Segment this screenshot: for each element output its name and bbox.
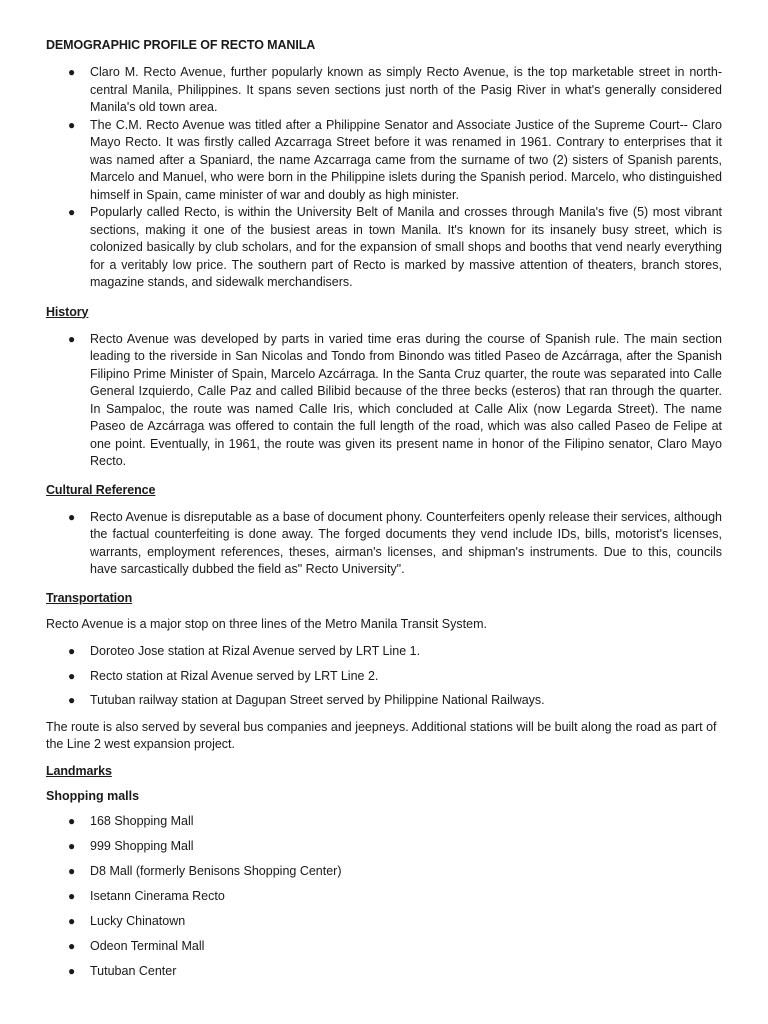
bullet-icon: ● bbox=[68, 813, 76, 828]
list-item: ● Recto station at Rizal Avenue served by LRT Line 2. bbox=[46, 668, 722, 686]
cultural-list bbox=[46, 509, 722, 579]
list-item: ● Tutuban railway station at Dagupan Street served by Philippine National Railways. bbox=[46, 692, 722, 710]
cultural-reference-heading: Cultural Reference bbox=[46, 482, 156, 497]
list-item: ● Odeon Terminal Mall bbox=[46, 938, 722, 956]
list-item: ● Claro M. Recto Avenue, further popularly known as simply Recto Avenue, is the top marketable street in north-central Manila, Philippines. It spans seven sections just north of the Pasig River in what's generally considered Manila's old town area. bbox=[68, 65, 722, 114]
list-item: ● Tutuban Center bbox=[46, 963, 722, 981]
transportation-outro: The route is also served by several bus companies and jeepneys. Additional stations will be built along the road as part of the Line 2 west expansion project. bbox=[46, 719, 717, 751]
bullet-icon: ● bbox=[68, 668, 76, 683]
list-item: ● Popularly called Recto, is within the University Belt of Manila and crosses through Manila's five (5) most vibrant sections, making it one of the busiest areas in town Manila. It's known for its insanely busy street, which is colonized basically by club scholars, and for the expansion of small shops and booths that vend nearly everything for a veritably low price. The southern part of Recto is marked by massive attention of theaters, branch stores, magazine stands, and sidewalk merchandisers. bbox=[68, 205, 722, 289]
list-item: ● D8 Mall (formerly Benisons Shopping Center) bbox=[46, 863, 722, 881]
history-heading: History bbox=[46, 304, 89, 319]
bullet-icon: ● bbox=[68, 65, 76, 79]
shopping-malls-subheading: Shopping malls bbox=[46, 788, 140, 803]
bullet-icon: ● bbox=[68, 693, 76, 707]
bullet-icon: ● bbox=[68, 509, 76, 524]
bullet-icon: ● bbox=[68, 938, 76, 953]
list-item: ● The C.M. Recto Avenue was titled after a Philippine Senator and Associate Justice of the Supreme Court-- Claro Mayo Recto. It was firstly called Azcarraga Street before it was renamed in 1961. Contrary to enterprises that it was named after a Spaniard, the name Azcarraga came from the surname of two (2) sisters of Spanish parents, Marcelo and Manuel, who were born in the Philippine islets during the Spanish period. Marcelo, who distinguished himself in Spain, came minister of war and doubly as high minister. bbox=[68, 117, 722, 202]
bullet-icon: ● bbox=[68, 863, 76, 878]
transportation-heading: Transportation bbox=[46, 590, 133, 605]
transportation-intro: Recto Avenue is a major stop on three lines of the Metro Manila Transit System. bbox=[46, 616, 487, 631]
list-item: ● Doroteo Jose station at Rizal Avenue served by LRT Line 1. bbox=[46, 643, 722, 661]
bullet-icon: ● bbox=[68, 117, 76, 132]
landmarks-heading: Landmarks bbox=[46, 763, 112, 778]
history-list bbox=[46, 331, 722, 471]
list-item: ● Isetann Cinerama Recto bbox=[46, 888, 722, 906]
intro-list bbox=[46, 64, 722, 292]
bullet-icon: ● bbox=[68, 888, 76, 903]
bullet-icon: ● bbox=[68, 913, 76, 928]
bullet-icon: ● bbox=[68, 644, 76, 658]
list-item: ● Recto Avenue was developed by parts in varied time eras during the course of Spanish rule. The main section leading to the riverside in San Nicolas and Tondo from Binondo was titled Paseo de Azcárraga, after the Spanish Filipino Prime Minister of Spain, Marcelo Azcárraga. In the Santa Cruz quarter, the route was separated into Calle General Izquierdo, Calle Paz and called Bilibid because of the three becks (esteros) that ran through the quarter. In Sampaloc, the route was named Calle Iris, which concluded at Calle Alix (now Legarda Street). The name Paseo de Azcárraga was offered to contain the full length of the road, which was also called Paseo de Felipe at one point. Eventually, in 1961, the route was given its present name in honor of the Filipino senator, Claro Mayo Recto. bbox=[68, 331, 722, 468]
bullet-icon: ● bbox=[68, 331, 76, 346]
shopping-malls-list bbox=[46, 813, 722, 981]
transportation-list bbox=[46, 643, 722, 710]
bullet-icon: ● bbox=[68, 963, 76, 978]
list-item: ● 168 Shopping Mall bbox=[46, 813, 722, 831]
list-item: ● Lucky Chinatown bbox=[46, 913, 722, 931]
bullet-icon: ● bbox=[68, 205, 76, 219]
list-item: ● 999 Shopping Mall bbox=[46, 838, 722, 856]
bullet-icon: ● bbox=[68, 838, 76, 853]
list-item: ● Recto Avenue is disreputable as a base of document phony. Counterfeiters openly release their services, although the factual counterfeiting is done away. The forged documents they vend include IDs, bills, motorist's licenses, warrants, employment references, theses, airman's licenses, and shipman's instruments. Due to this, councils have sarcastically dubbed the field as" Recto University". bbox=[68, 509, 722, 576]
document-title: DEMOGRAPHIC PROFILE OF RECTO MANILA bbox=[46, 38, 316, 52]
